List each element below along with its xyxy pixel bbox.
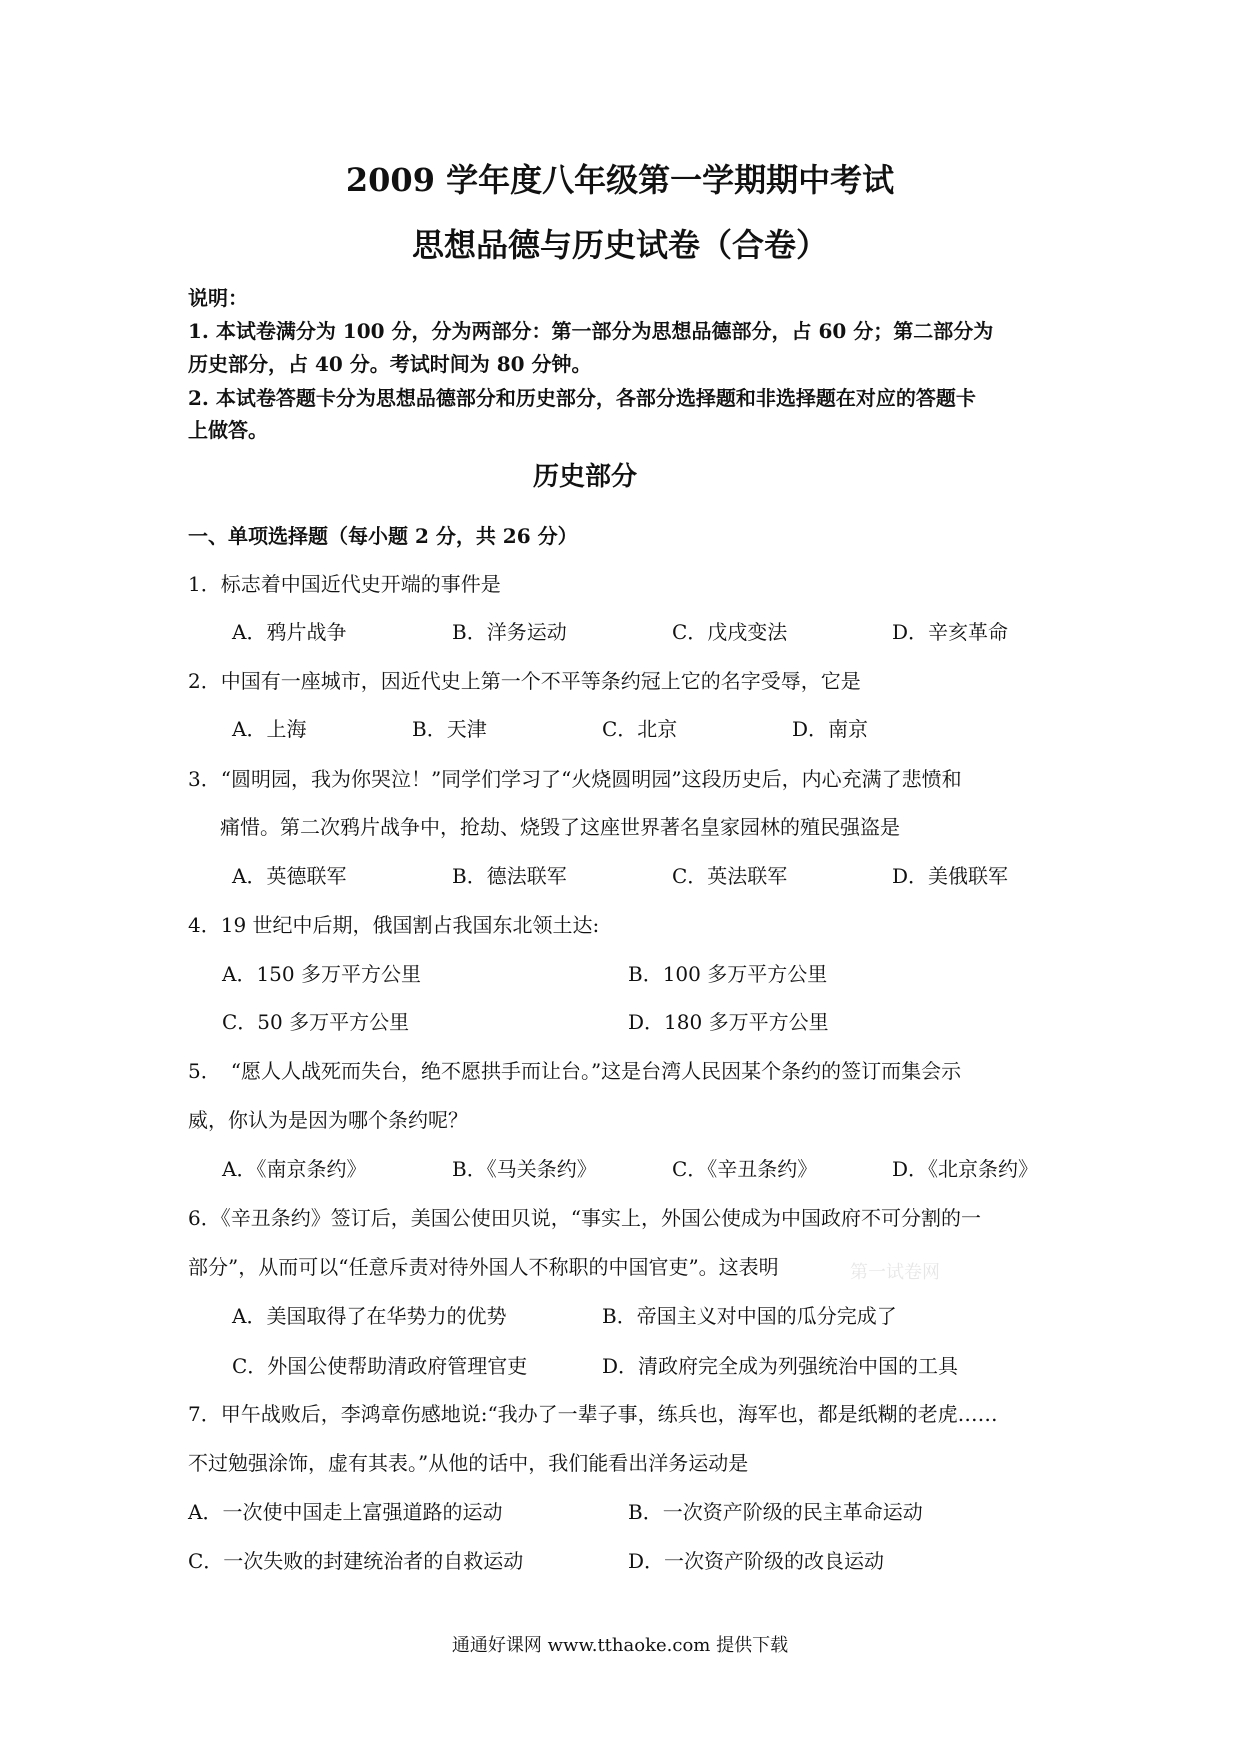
question-3-stem-line-1: 3．“圆明园，我为你哭泣！”同学们学习了“火烧圆明园”这段历史后，内心充满了悲愤和 <box>188 767 962 791</box>
question-7-option-a: A．一次使中国走上富强道路的运动 <box>188 1500 503 1524</box>
footer-download-note: 通通好课网 www.tthaoke.com 提供下载 <box>451 1635 789 1656</box>
question-7-stem-line-2: 不过勉强涂饰，虚有其表。”从他的话中，我们能看出洋务运动是 <box>188 1451 749 1475</box>
question-5-stem-line-2: 威，你认为是因为哪个条约呢？ <box>188 1108 468 1132</box>
question-1-option-d: D．辛亥革命 <box>892 620 1009 644</box>
question-2-stem: 2．中国有一座城市，因近代史上第一个不平等条约冠上它的名字受辱，它是 <box>188 669 861 693</box>
question-4-option-b: B．100 多万平方公里 <box>628 962 828 986</box>
instruction-2-line-1: 2. 本试卷答题卡分为思想品德部分和历史部分，各部分选择题和非选择题在对应的答题卡 <box>188 386 976 410</box>
question-6-option-a: A．美国取得了在华势力的优势 <box>232 1304 507 1328</box>
question-1-option-a: A．鸦片战争 <box>232 620 347 644</box>
question-7-stem-line-1: 7．甲午战败后，李鸿章伤感地说:“我办了一辈子事，练兵也，海军也，都是纸糊的老虎…… <box>188 1402 998 1426</box>
question-5-option-c: C．《辛丑条约》 <box>672 1157 818 1181</box>
question-6-option-c: C．外国公使帮助清政府管理官吏 <box>232 1354 528 1378</box>
question-1-option-c: C．戊戌变法 <box>672 620 788 644</box>
question-7-option-c: C．一次失败的封建统治者的自救运动 <box>188 1549 524 1573</box>
question-6-stem-line-2: 部分”，从而可以“任意斥责对待外国人不称职的中国官吏”。这表明 <box>188 1255 779 1279</box>
instructions-heading: 说明： <box>188 286 248 310</box>
question-4-option-c: C．50 多万平方公里 <box>222 1010 410 1034</box>
instruction-2-line-2: 上做答。 <box>188 418 268 442</box>
question-2-option-d: D．南京 <box>792 717 869 741</box>
instruction-1-line-1: 1. 本试卷满分为 100 分，分为两部分：第一部分为思想品德部分，占 60 分；第二部分为 <box>188 319 994 343</box>
question-6-option-d: D．清政府完全成为列强统治中国的工具 <box>602 1354 959 1378</box>
question-2-option-b: B．天津 <box>412 717 487 741</box>
question-7-option-b: B．一次资产阶级的民主革命运动 <box>628 1500 923 1524</box>
question-3-stem-line-2: 痛惜。第二次鸦片战争中，抢劫、烧毁了这座世界著名皇家园林的殖民强盗是 <box>220 815 900 839</box>
question-3-option-b: B．德法联军 <box>452 864 567 888</box>
question-4-option-d: D．180 多万平方公里 <box>628 1010 829 1034</box>
section-subheading: 一、单项选择题（每小题 2 分，共 26 分） <box>188 524 578 548</box>
question-3-option-d: D．美俄联军 <box>892 864 1009 888</box>
question-5-option-a: A．《南京条约》 <box>222 1157 367 1181</box>
question-3-option-a: A．英德联军 <box>232 864 347 888</box>
exam-subtitle: 思想品德与历史试卷（合卷） <box>411 226 828 264</box>
question-2-option-c: C．北京 <box>602 717 678 741</box>
question-1-option-b: B．洋务运动 <box>452 620 567 644</box>
exam-title: 2009 学年度八年级第一学期期中考试 <box>345 161 895 199</box>
section-title: 历史部分 <box>532 462 637 492</box>
question-5-stem-line-1: 5． “愿人人战死而失台，绝不愿拱手而让台。”这是台湾人民因某个条约的签订而集会示 <box>188 1059 962 1083</box>
question-3-option-c: C．英法联军 <box>672 864 788 888</box>
question-6-stem-line-1: 6．《辛丑条约》签订后，美国公使田贝说，“事实上，外国公使成为中国政府不可分割的一 <box>188 1206 981 1230</box>
question-6-option-b: B．帝国主义对中国的瓜分完成了 <box>602 1304 897 1328</box>
question-7-option-d: D．一次资产阶级的改良运动 <box>628 1549 885 1573</box>
question-1-stem: 1．标志着中国近代史开端的事件是 <box>188 572 501 596</box>
question-4-stem: 4．19 世纪中后期，俄国割占我国东北领土达: <box>188 913 600 937</box>
instruction-1-line-2: 历史部分，占 40 分。考试时间为 80 分钟。 <box>188 352 592 376</box>
question-5-option-d: D．《北京条约》 <box>892 1157 1039 1181</box>
question-2-option-a: A．上海 <box>232 717 307 741</box>
question-5-option-b: B．《马关条约》 <box>452 1157 597 1181</box>
watermark-text: 第一试卷网 <box>850 1262 940 1283</box>
question-4-option-a: A．150 多万平方公里 <box>222 962 421 986</box>
